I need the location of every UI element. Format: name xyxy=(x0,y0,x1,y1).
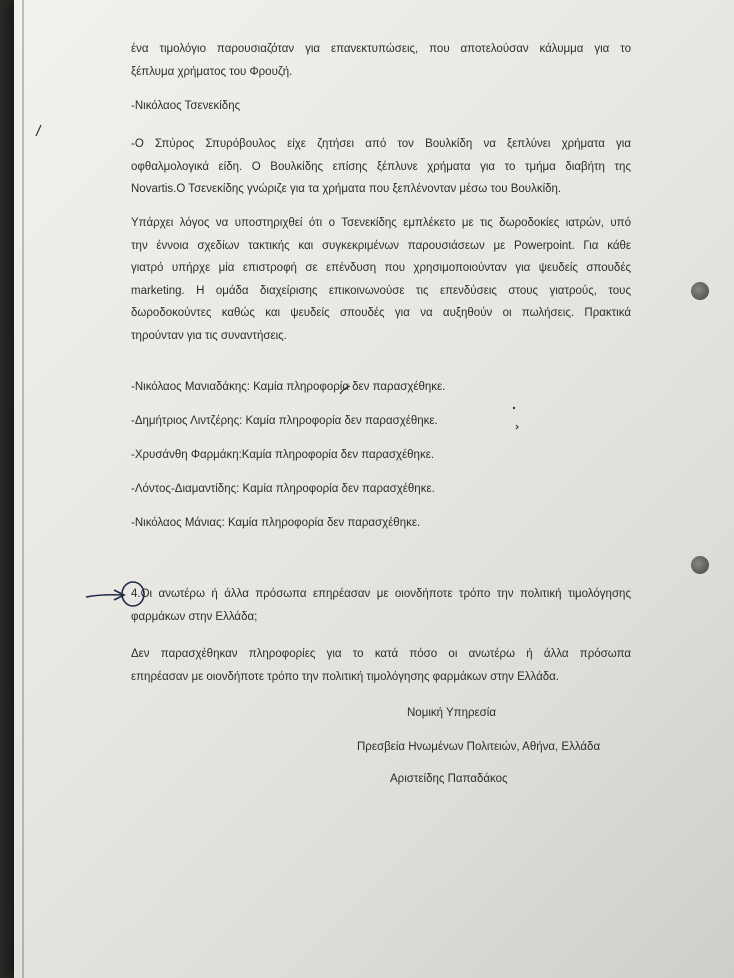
handwritten-arrow-circle-icon xyxy=(84,570,154,610)
signature-name: Αριστείδης Παπαδάκος xyxy=(390,773,508,785)
top-paragraph-line-2: ξέπλυμα χρήματος του Φρουζή. xyxy=(131,65,293,78)
top-paragraph xyxy=(131,38,631,83)
paragraph-reason-line-6: τηρούνταν για τις συναντήσεις. xyxy=(131,329,287,342)
document-page xyxy=(14,0,734,978)
question-4-line-1 xyxy=(131,583,631,606)
top-paragraph-line-1: ένα τιμολόγιο παρουσιαζόταν για επανεκτυπώσεις, που αποτελούσαν κάλυμμα για το xyxy=(131,43,631,55)
name-tsenekidis xyxy=(131,95,631,118)
paragraph-reason-line-5: δωροδοκούντες καθώς και ψευδείς σπουδές για να αυξηθούν οι πωλήσεις. Πρακτικά xyxy=(131,307,631,319)
pen-mark-icon xyxy=(510,405,522,431)
list-item: -Χρυσάνθη Φαρμάκη:Καμία πληροφορία δεν παρασχέθηκε. xyxy=(131,449,435,461)
punch-hole-top xyxy=(691,282,709,300)
answer-4-line-1: Δεν παρασχέθηκαν πληροφορίες για το κατά πόσο οι ανωτέρω ή άλλα πρόσωπα xyxy=(131,648,631,660)
signature-department: Νομική Υπηρεσία xyxy=(407,707,496,719)
paragraph-spyros xyxy=(131,133,631,201)
paragraph-reason-line-1: Υπάρχει λόγος να υποστηριχθεί ότι ο Τσενεκίδης εμπλέκετο με τις δωροδοκίες ιατρών, υπό xyxy=(131,217,631,229)
punch-hole-bottom xyxy=(691,556,709,574)
paragraph-spyros-line-3: Novartis.Ο Τσενεκίδης γνώριζε για τα χρήματα που ξεπλένονταν μέσω του Βουλκίδη. xyxy=(131,183,562,195)
list-item: -Λόντος-Διαμαντίδης: Καμία πληροφορία δεν παρασχέθηκε. xyxy=(131,483,435,495)
answer-4-line-2: επηρέασαν με οιονδήποτε τρόπο την πολιτική τιμολόγησης φαρμάκων στην Ελλάδα. xyxy=(131,670,560,683)
list-item: -Νικόλαος Μάνιας: Καμία πληροφορία δεν παρασχέθηκε. xyxy=(131,517,421,529)
question-4 xyxy=(131,583,631,628)
answer-4 xyxy=(131,643,631,688)
question-4-number: 4. xyxy=(131,588,141,600)
pen-mark-icon xyxy=(338,384,352,396)
paragraph-reason-line-2: την έννοια σχεδίων τακτικής και συγκεκριμένων παρουσιάσεων με Powerpoint. Για κάθε xyxy=(131,239,631,252)
paragraph-reason-line-4: marketing. Η ομάδα διαχείρισης επικοινωνούσε τις επενδύσεις στους γιατρούς, τους xyxy=(131,284,631,297)
paragraph-reason-line-3: γιατρό υπήρχε μία επιστροφή σε επένδυση που χρησιμοποιούνταν για ψευδείς σπουδές xyxy=(131,262,631,274)
list-item: -Δημήτριος Λιντζέρης: Καμία πληροφορία δεν παρασχέθηκε. xyxy=(131,415,438,427)
question-4-line-2: φαρμάκων στην Ελλάδα; xyxy=(131,610,258,623)
name-tsenekidis-text: -Νικόλαος Τσενεκίδης xyxy=(131,100,241,112)
paragraph-spyros-line-1: -Ο Σπύρος Σπυρόβουλος είχε ζητήσει από τον Βουλκίδη να ξεπλύνει χρήματα για xyxy=(131,138,631,150)
signature-embassy: Πρεσβεία Ηνωμένων Πολιτειών, Αθήνα, Ελλάδα xyxy=(357,741,601,753)
paragraph-reason xyxy=(131,212,631,347)
list-item: -Νικόλαος Μανιαδάκης: Καμία πληροφορία δεν παρασχέθηκε. xyxy=(131,381,446,393)
question-4-text: Οι ανωτέρω ή άλλα πρόσωπα επηρέασαν με οιονδήποτε τρόπο την πολιτική τιμολόγησης xyxy=(140,588,631,600)
paragraph-spyros-line-2: οφθαλμολογικά είδη. Ο Βουλκίδης επίσης ξέπλυνε χρήματα για το τμήμα διαβήτη της xyxy=(131,160,631,173)
no-info-list xyxy=(131,370,631,540)
pen-mark-icon xyxy=(34,124,44,138)
